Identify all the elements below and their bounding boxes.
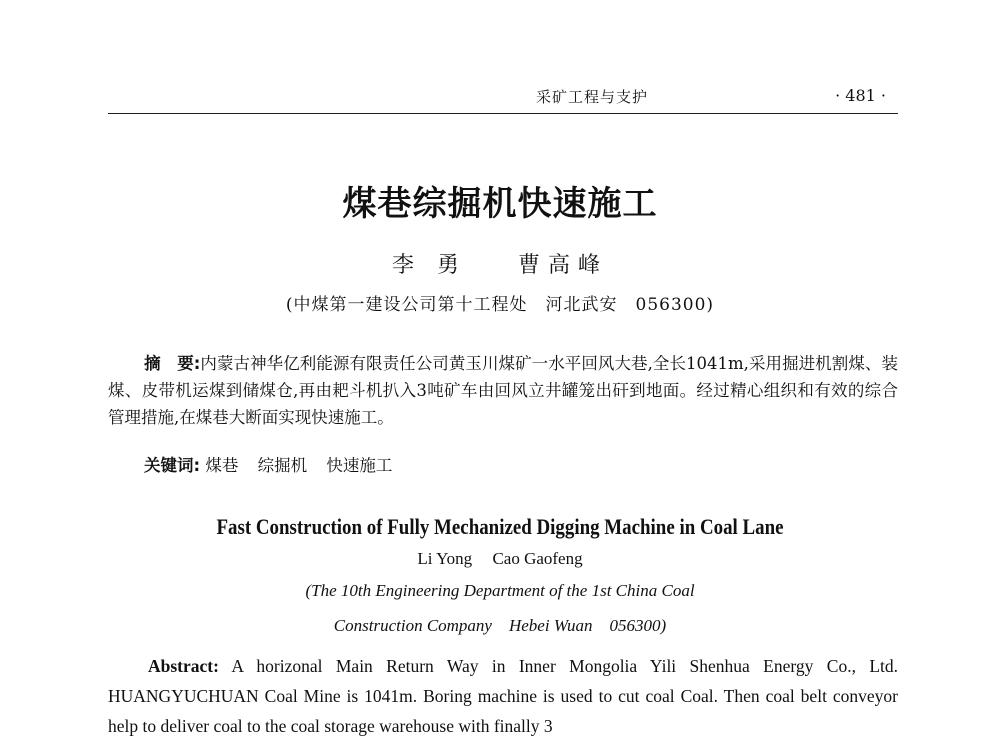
keyword: 综掘机 xyxy=(257,456,308,475)
author-name: 曹高峰 xyxy=(517,253,608,278)
author-name: Li Yong xyxy=(417,549,473,568)
abstract-text: A horizonal Main Return Way in Inner Mongolia Yili Shenhua Energy Co., Ltd. HUANGYUCHUAN Coal Mine is 1041m. Boring machine is used to cut coal Coal. Then coal belt conveyor help to deliver coal to the coal storage warehouse with finally 3 xyxy=(108,656,898,736)
chinese-authors xyxy=(0,248,1000,279)
author-name: Cao Gaofeng xyxy=(492,549,583,568)
header-rule xyxy=(108,113,898,114)
journal-section-title: 采矿工程与支护 xyxy=(536,88,649,106)
chinese-affiliation: (中煤第一建设公司第十工程处 河北武安 056300) xyxy=(285,295,715,315)
abstract-label: 摘 要: xyxy=(144,354,201,373)
english-affiliation-line1: (The 10th Engineering Department of the 1st China Coal xyxy=(305,581,695,600)
keyword: 煤巷 xyxy=(205,456,239,475)
chinese-keywords xyxy=(144,452,406,476)
chinese-abstract xyxy=(108,350,898,431)
keyword: 快速施工 xyxy=(326,456,393,475)
author-name: 李 勇 xyxy=(391,253,467,278)
english-affiliation-line2: Construction Company Hebei Wuan 056300) xyxy=(333,616,667,635)
keywords-label: 关键词: xyxy=(144,456,201,475)
chinese-title: 煤巷综掘机快速施工 xyxy=(342,184,658,224)
english-abstract xyxy=(108,651,898,741)
running-header xyxy=(108,84,898,112)
abstract-label: Abstract: xyxy=(148,656,219,676)
page-number: · 481 · xyxy=(835,86,886,105)
english-title: Fast Construction of Fully Mechanized Digging Machine in Coal Lane xyxy=(216,514,784,539)
english-authors xyxy=(0,549,1000,569)
abstract-text: 内蒙古神华亿利能源有限责任公司黄玉川煤矿一水平回风大巷,全长1041m,采用掘进机割煤、装煤、皮带机运煤到储煤仓,再由耙斗机扒入3吨矿车由回风立井罐笼出矸到地面。经过精心组织和有效的综合管理措施,在煤巷大断面实现快速施工。 xyxy=(108,354,898,427)
